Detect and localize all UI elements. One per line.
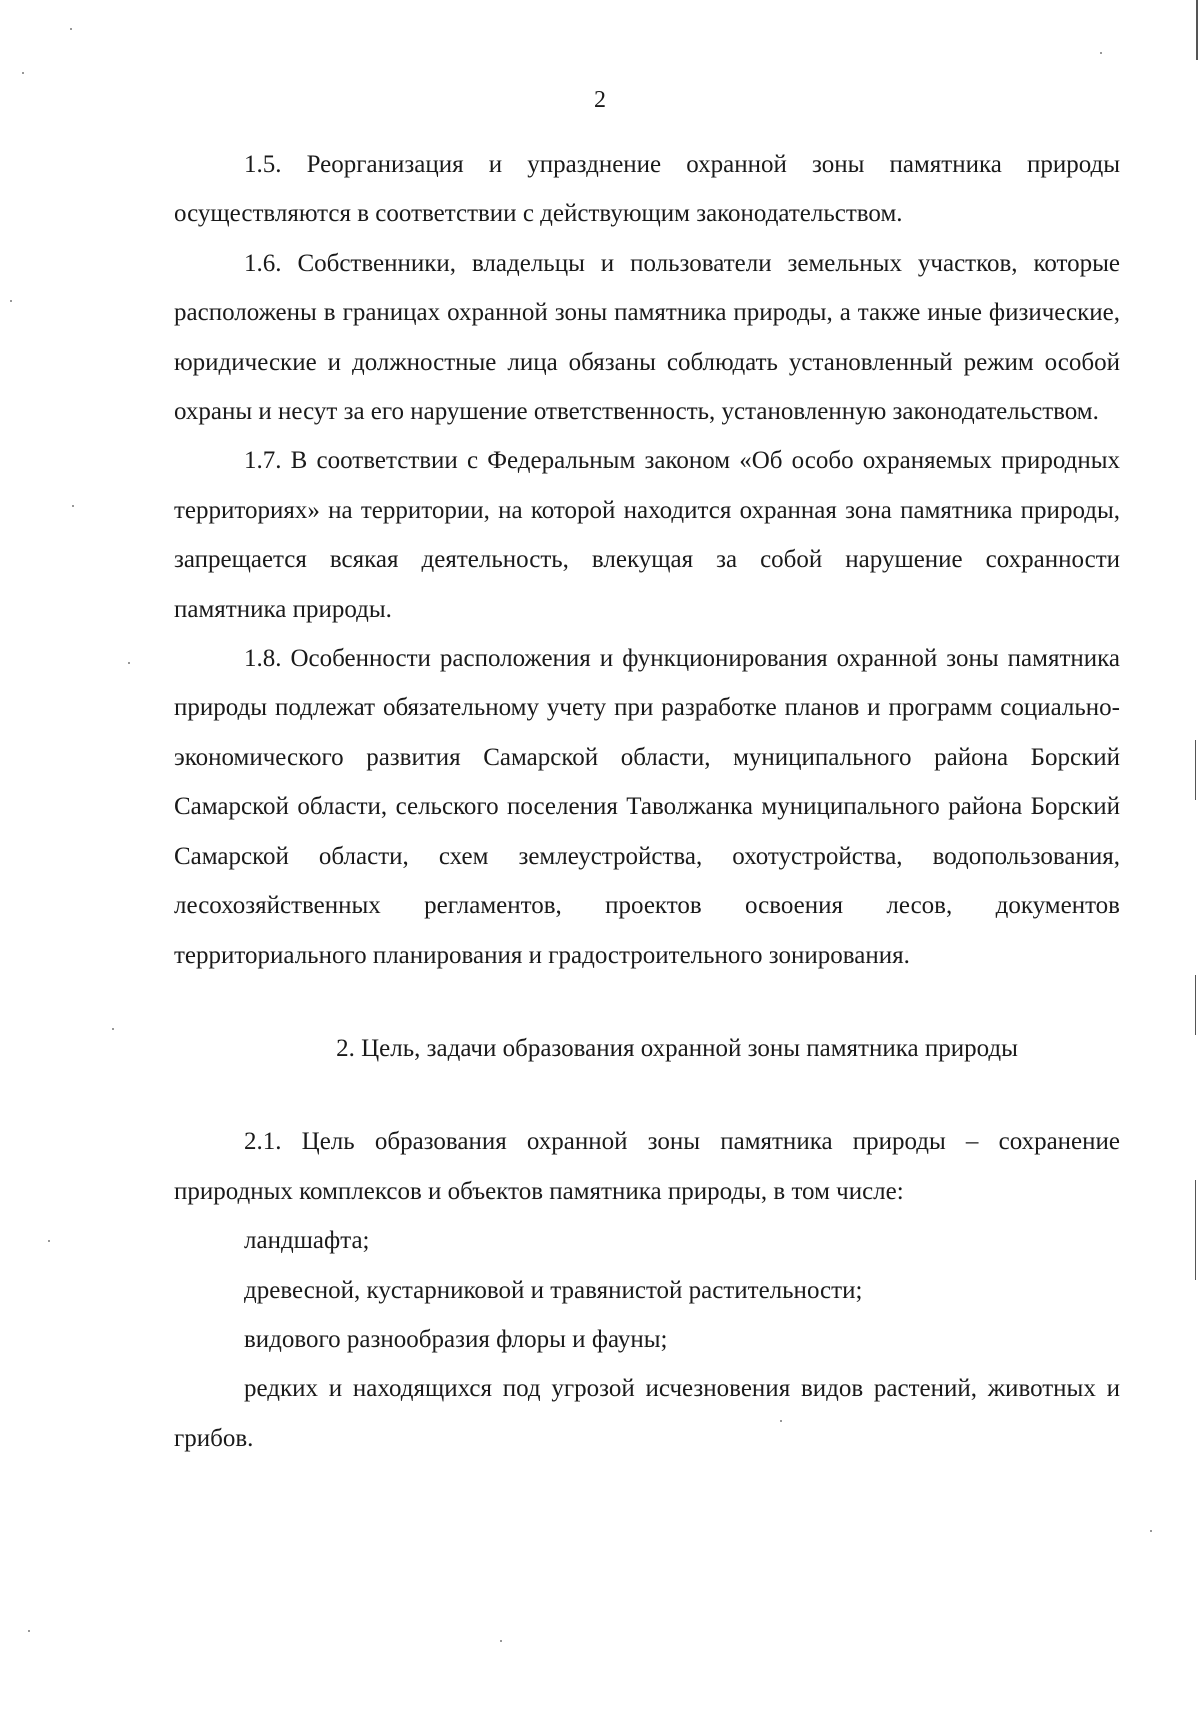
scan-speck (1100, 52, 1102, 54)
document-body (174, 140, 1120, 1463)
scan-edge-mark (1196, 0, 1198, 60)
scan-speck (70, 28, 72, 30)
scan-edge-mark (1195, 1180, 1196, 1280)
paragraph-1-5: 1.5. Реорганизация и упразднение охранной зоны памятника природы осуществляются в соответствии с действующим законодательством. (174, 151, 1120, 228)
scan-speck (28, 1630, 30, 1632)
scan-speck (48, 1240, 50, 1242)
list-item: ландшафта; (244, 1227, 370, 1255)
scan-speck (10, 300, 12, 302)
list-item: редких и находящихся под угрозой исчезновения видов растений, животных и грибов. (174, 1375, 1120, 1452)
section-2-heading: 2. Цель, задачи образования охранной зоны памятника природы (336, 1034, 1018, 1062)
scan-speck (112, 1028, 114, 1030)
scan-speck (500, 1640, 502, 1642)
paragraph-1-8: 1.8. Особенности расположения и функционирования охранной зоны памятника природы подлежат обязательному учету при разработке планов и программ социально-экономического развития Самарской области, муниципального района Борский Самарской области, сельского поселения Таволжанка муниципального района Борский Самарской области, схем землеустройства, охотустройства, водопользования, лесохозяйственных регламентов, проектов освоения лесов, документов территориального планирования и градостроительного зонирования. (174, 645, 1120, 969)
scan-speck (128, 662, 130, 664)
scan-speck (72, 505, 74, 507)
list-item: древесной, кустарниковой и травянистой растительности; (244, 1276, 863, 1304)
page-number: 2 (594, 87, 606, 113)
scan-speck (1150, 1530, 1152, 1532)
paragraph-2-1: 2.1. Цель образования охранной зоны памятника природы – сохранение природных комплексов и объектов памятника природы, в том числе: (174, 1128, 1120, 1205)
scan-edge-mark (1195, 975, 1196, 1035)
list-item: видового разнообразия флоры и фауны; (244, 1325, 668, 1353)
scan-speck (22, 72, 24, 74)
scan-speck (780, 1420, 782, 1422)
paragraph-1-6: 1.6. Собственники, владельцы и пользователи земельных участков, которые расположены в границах охранной зоны памятника природы, а также иные физические, юридические и должностные лица обязаны соблюдать установленный режим особой охраны и несут за его нарушение ответственность, установленную законодательством. (174, 249, 1120, 426)
paragraph-1-7: 1.7. В соответствии с Федеральным законом «Об особо охраняемых природных территориях» на территории, на которой находится охранная зона памятника природы, запрещается всякая деятельность, влекущая за собой нарушение сохранности памятника природы. (174, 447, 1120, 623)
scan-edge-mark (1195, 740, 1196, 800)
